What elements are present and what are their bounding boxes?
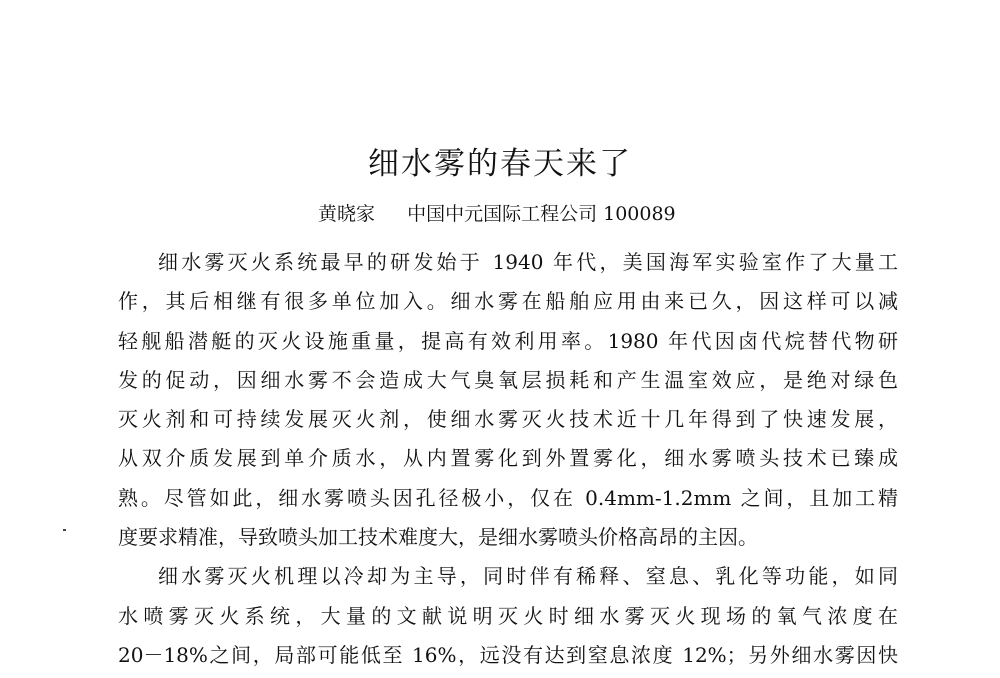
author-affiliation: 中国中元国际工程公司 100089 (407, 203, 676, 225)
paragraph-line: 度要求精准，导致喷头加工技术难度大，是细水雾喷头价格高昂的主因。 (118, 525, 758, 550)
paragraph-line: 水喷雾灭火系统，大量的文献说明灭火时细水雾灭火现场的氧气浓度在 (118, 603, 898, 628)
author-name: 黄晓家 (318, 203, 376, 225)
paragraph-line: 20－18%之间，局部可能低至 16%，远没有达到窒息浓度 12%；另外细水雾因快 (118, 642, 898, 667)
byline (318, 199, 676, 226)
paragraph-line: 细水雾灭火机理以冷却为主导，同时伴有稀释、窒息、乳化等功能，如同 (158, 564, 898, 589)
paragraph-line: 轻舰船潜艇的灭火设施重量，提高有效利用率。1980 年代因卤代烷替代物研 (118, 328, 898, 353)
paragraph-line: 发的促动，因细水雾不会造成大气臭氧层损耗和产生温室效应，是绝对绿色 (118, 367, 898, 392)
scan-speck (63, 529, 66, 531)
paragraph-line: 从双介质发展到单介质水，从内置雾化到外置雾化，细水雾喷头技术已臻成 (118, 446, 898, 471)
paragraph-line: 作，其后相继有很多单位加入。细水雾在船舶应用由来已久，因这样可以减 (118, 289, 898, 314)
article-title: 细水雾的春天来了 (368, 146, 632, 182)
paragraph-line: 灭火剂和可持续发展灭火剂，使细水雾灭火技术近十几年得到了快速发展， (118, 407, 898, 432)
paragraph-line: 熟。尽管如此，细水雾喷头因孔径极小，仅在 0.4mm-1.2mm 之间，且加工精 (118, 485, 898, 510)
paragraph-line: 细水雾灭火系统最早的研发始于 1940 年代，美国海军实验室作了大量工 (158, 250, 898, 274)
article-body (118, 243, 898, 675)
